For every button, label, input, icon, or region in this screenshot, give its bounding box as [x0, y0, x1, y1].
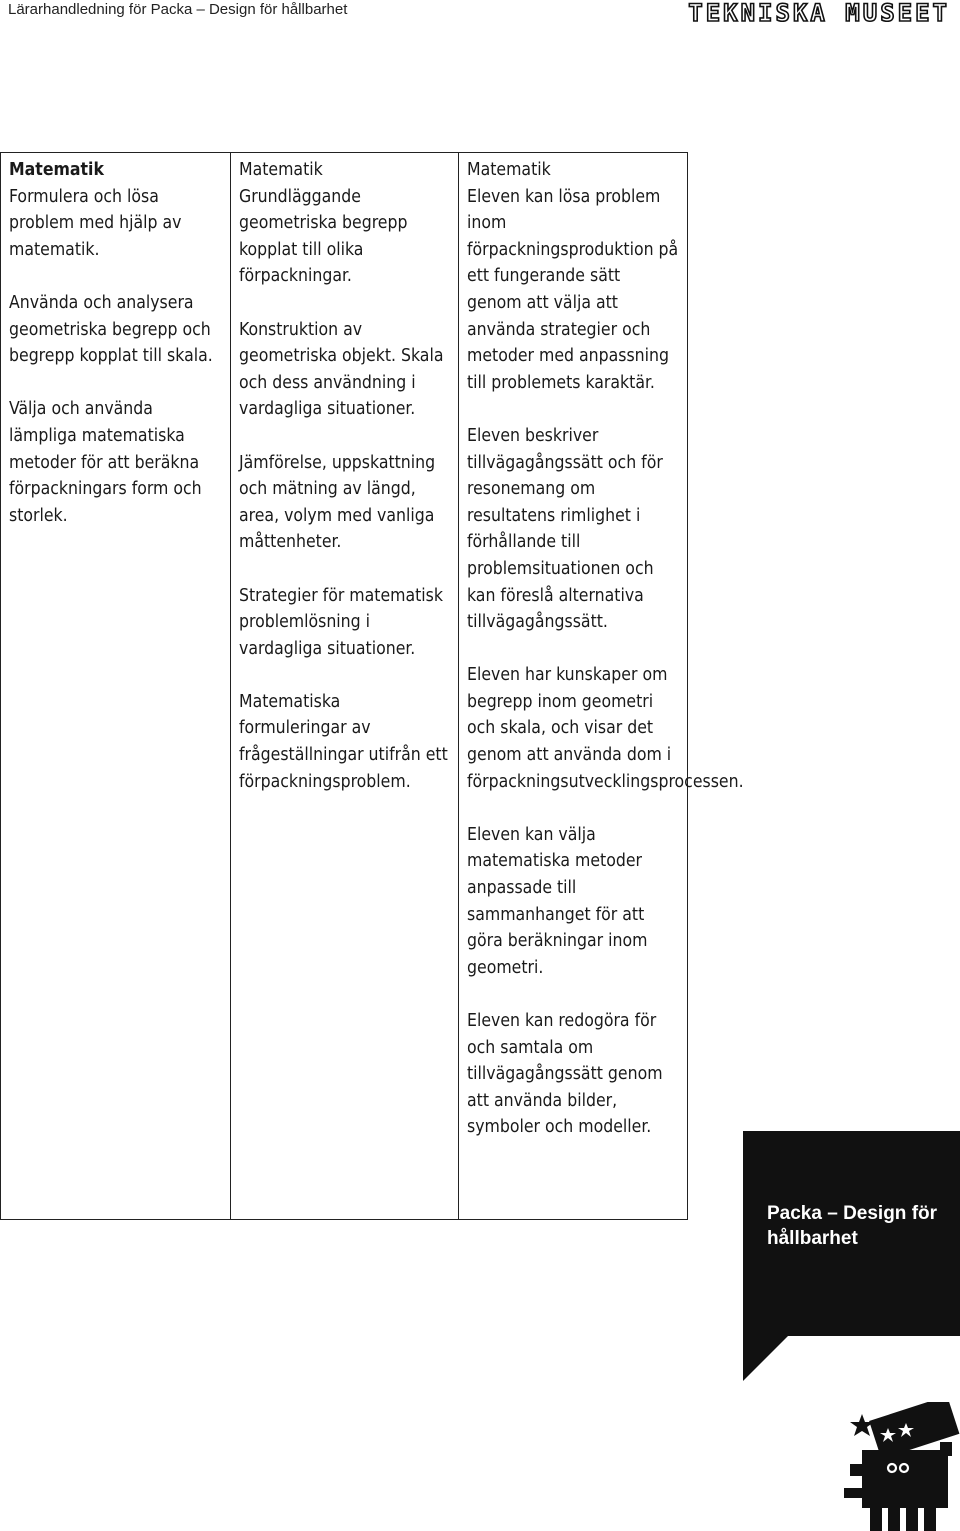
column-2-paragraph-2: Konstruktion av geometriska objekt. Skala och dess användning i vardagliga situationer. [239, 319, 444, 420]
column-2-title: Matematik [239, 160, 323, 180]
mascot-leg [888, 1508, 900, 1531]
column-3-title: Matematik [467, 160, 551, 180]
column-1-paragraph-3: Välja och använda lämpliga matematiska metoder för att beräkna förpackningars form och storlek. [9, 399, 202, 526]
column-1-paragraph-1: Formulera och lösa problem med hjälp av matematik. [9, 186, 182, 260]
column-3-paragraph-1: Eleven kan lösa problem inom förpackningsproduktion på ett fungerande sätt genom att välja att använda strategier och metoder med anpassning till problemets karaktär. [467, 186, 679, 393]
column-2-paragraph-4: Strategier för matematisk problemlösning i vardagliga situationer. [239, 585, 444, 659]
column-3-paragraph-5: Eleven kan redogöra för och samtala om tillvägagångssätt genom att använda bilder, symboler och modeller. [467, 1011, 663, 1138]
mascot-body [862, 1450, 948, 1508]
column-3-paragraph-2: Eleven beskriver tillvägagångssätt och för resonemang om resultatens rimlighet i förhållande till problemsituationen och kan föreslå alternativa tillvägagångssätt. [467, 425, 663, 633]
packa-badge [743, 1131, 960, 1336]
column-1-paragraph-2: Använda och analysera geometriska begrepp och begrepp kopplat till skala. [9, 292, 213, 367]
table-column-3 [458, 153, 744, 1219]
mascot-icon [840, 1402, 960, 1531]
column-2-paragraph-5: Matematiska formuleringar av frågeställningar utifrån ett förpackningsproblem. [239, 691, 448, 792]
document-header-title: Lärarhandledning för Packa – Design för hållbarhet [8, 1, 348, 18]
column-1-block-1 [9, 157, 222, 263]
table-column-1 [1, 153, 230, 1219]
tekniska-museet-logo: TEKNISKA MUSEET [688, 0, 950, 27]
column-3-paragraph-4: Eleven kan välja matematiska metoder anpassade till sammanhanget för att göra beräkningar inom geometri. [467, 824, 648, 978]
column-2-block-1 [239, 157, 450, 290]
mascot-side-block [844, 1488, 862, 1498]
column-2-paragraph-1: Grundläggande geometriska begrepp kopplat till olika förpackningar. [239, 186, 408, 287]
speech-bubble-tail [743, 1335, 789, 1381]
mascot-leg [870, 1508, 882, 1531]
mascot-side-block [850, 1464, 862, 1476]
table-column-2 [230, 153, 458, 1219]
column-3-paragraph-3: Eleven har kunskaper om begrepp inom geometri och skala, och visar det genom att använda dom i förpackningsutvecklingsprocessen. [467, 665, 744, 792]
packa-badge-text: Packa – Design för hållbarhet [767, 1203, 938, 1249]
column-3-block-1 [467, 157, 679, 396]
column-1-title: Matematik [9, 160, 104, 180]
mascot-leg [924, 1508, 936, 1531]
column-2-paragraph-3: Jämförelse, uppskattning och mätning av längd, area, volym med vanliga måttenheter. [239, 452, 436, 553]
mascot-arm [940, 1442, 952, 1456]
mascot-leg [906, 1508, 918, 1531]
curriculum-table [0, 152, 744, 1220]
